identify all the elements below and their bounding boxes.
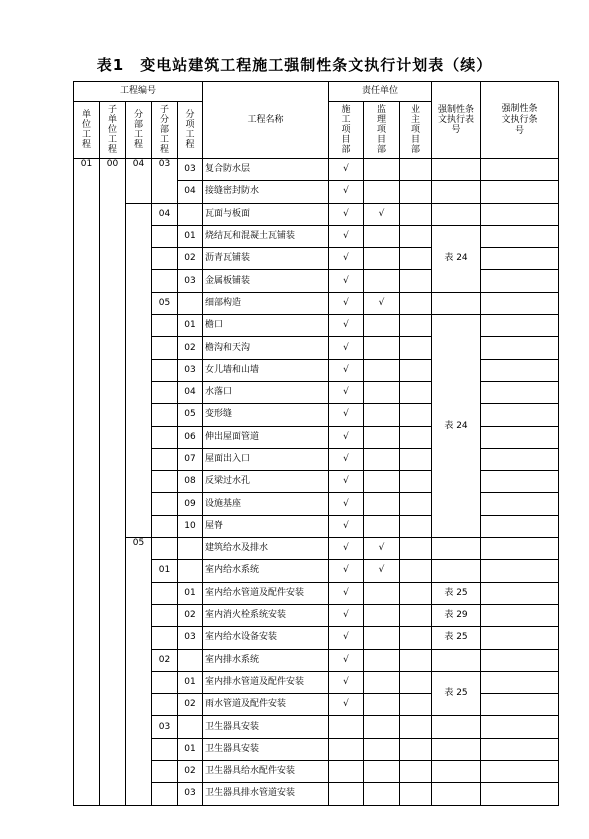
item-code-cell: 02 bbox=[178, 694, 203, 716]
item-code-cell: 07 bbox=[178, 448, 203, 470]
clause-table-ref-cell: 表 29 bbox=[432, 604, 481, 626]
mandatory-clause-table bbox=[73, 81, 559, 806]
project-name-cell: 屋脊 bbox=[203, 515, 329, 537]
project-name-cell: 金属板铺装 bbox=[203, 270, 329, 292]
table-row bbox=[74, 159, 559, 181]
sub-division-code-cell: 02 bbox=[152, 649, 178, 671]
owner-check-cell bbox=[400, 471, 432, 493]
construction-check-cell: √ bbox=[329, 694, 364, 716]
construction-check-cell: √ bbox=[329, 315, 364, 337]
sub-division-code-cell bbox=[152, 270, 178, 292]
supervision-check-cell: √ bbox=[364, 203, 400, 225]
clause-no-cell bbox=[481, 448, 559, 470]
project-name-cell: 卫生器具安装 bbox=[203, 716, 329, 738]
owner-check-cell bbox=[400, 448, 432, 470]
clause-no-cell bbox=[481, 225, 559, 247]
header-sub-unit-project: 子单位工程 bbox=[100, 102, 126, 159]
owner-check-cell bbox=[400, 627, 432, 649]
clause-no-cell bbox=[481, 783, 559, 805]
sub-division-code-cell bbox=[152, 761, 178, 783]
header-division-project: 分部工程 bbox=[126, 102, 152, 159]
construction-check-cell: √ bbox=[329, 159, 364, 181]
project-name-cell: 室内排水管道及配件安装 bbox=[203, 671, 329, 693]
item-code-cell bbox=[178, 649, 203, 671]
project-name-cell: 变形缝 bbox=[203, 404, 329, 426]
owner-check-cell bbox=[400, 181, 432, 203]
owner-check-cell bbox=[400, 248, 432, 270]
sub-division-code-cell: 05 bbox=[152, 292, 178, 314]
project-name-cell: 沥青瓦铺装 bbox=[203, 248, 329, 270]
clause-table-ref-cell: 表 24 bbox=[432, 225, 481, 292]
header-unit-project: 单位工程 bbox=[74, 102, 100, 159]
clause-table-ref-cell bbox=[432, 783, 481, 805]
supervision-check-cell bbox=[364, 270, 400, 292]
clause-no-cell bbox=[481, 627, 559, 649]
clause-no-cell bbox=[481, 404, 559, 426]
construction-check-cell: √ bbox=[329, 404, 364, 426]
clause-table-ref-cell bbox=[432, 203, 481, 225]
clause-no-cell bbox=[481, 292, 559, 314]
clause-no-cell bbox=[481, 671, 559, 693]
construction-check-cell: √ bbox=[329, 426, 364, 448]
construction-check-cell: √ bbox=[329, 582, 364, 604]
supervision-check-cell bbox=[364, 493, 400, 515]
owner-check-cell bbox=[400, 404, 432, 426]
clause-no-cell bbox=[481, 604, 559, 626]
owner-check-cell bbox=[400, 203, 432, 225]
item-code-cell: 01 bbox=[178, 671, 203, 693]
supervision-check-cell bbox=[364, 604, 400, 626]
construction-check-cell: √ bbox=[329, 270, 364, 292]
clause-no-cell bbox=[481, 649, 559, 671]
project-name-cell: 室内排水系统 bbox=[203, 649, 329, 671]
sub-division-code-cell bbox=[152, 337, 178, 359]
construction-check-cell bbox=[329, 716, 364, 738]
sub-division-code-cell: 01 bbox=[152, 560, 178, 582]
clause-table-ref-cell bbox=[432, 538, 481, 560]
construction-check-cell: √ bbox=[329, 515, 364, 537]
construction-check-cell: √ bbox=[329, 203, 364, 225]
item-code-cell: 01 bbox=[178, 582, 203, 604]
project-name-cell: 雨水管道及配件安装 bbox=[203, 694, 329, 716]
clause-table-ref-cell: 表 25 bbox=[432, 627, 481, 649]
owner-check-cell bbox=[400, 582, 432, 604]
project-name-cell: 接缝密封防水 bbox=[203, 181, 329, 203]
construction-check-cell: √ bbox=[329, 538, 364, 560]
sub-division-code-cell bbox=[152, 515, 178, 537]
project-name-cell: 屋面出入口 bbox=[203, 448, 329, 470]
owner-check-cell bbox=[400, 716, 432, 738]
owner-check-cell bbox=[400, 694, 432, 716]
construction-check-cell: √ bbox=[329, 292, 364, 314]
item-code-cell: 01 bbox=[178, 225, 203, 247]
project-name-cell: 卫生器具给水配件安装 bbox=[203, 761, 329, 783]
item-code-cell: 03 bbox=[178, 627, 203, 649]
supervision-check-cell bbox=[364, 359, 400, 381]
owner-check-cell bbox=[400, 493, 432, 515]
supervision-check-cell bbox=[364, 649, 400, 671]
project-name-cell: 设施基座 bbox=[203, 493, 329, 515]
project-name-cell: 檐沟和天沟 bbox=[203, 337, 329, 359]
clause-table-ref-cell: 表 25 bbox=[432, 671, 481, 716]
page-title: 表1 变电站建筑工程施工强制性条文执行计划表（续） bbox=[96, 56, 493, 74]
sub-division-code-cell bbox=[152, 538, 178, 560]
project-name-cell: 复合防水层 bbox=[203, 159, 329, 181]
clause-table-ref-cell bbox=[432, 649, 481, 671]
clause-no-cell bbox=[481, 471, 559, 493]
header-clause-table-no: 强制性条文执行表号 bbox=[432, 82, 481, 159]
owner-check-cell bbox=[400, 761, 432, 783]
header-owner-dept: 业主项目部 bbox=[400, 102, 432, 159]
header-sub-division-project: 子分部工程 bbox=[152, 102, 178, 159]
clause-table-ref-cell bbox=[432, 738, 481, 760]
item-code-cell bbox=[178, 292, 203, 314]
sub-division-code-cell bbox=[152, 493, 178, 515]
clause-no-cell bbox=[481, 270, 559, 292]
owner-check-cell bbox=[400, 315, 432, 337]
item-code-cell: 03 bbox=[178, 159, 203, 181]
sub-division-code-cell: 03 bbox=[152, 159, 178, 204]
item-code-cell bbox=[178, 203, 203, 225]
sub-division-code-cell bbox=[152, 359, 178, 381]
header-clause-no: 强制性条文执行条号 bbox=[481, 82, 559, 159]
item-code-cell: 01 bbox=[178, 738, 203, 760]
project-name-cell: 卫生器具安装 bbox=[203, 738, 329, 760]
project-name-cell: 室内给水管道及配件安装 bbox=[203, 582, 329, 604]
owner-check-cell bbox=[400, 159, 432, 181]
supervision-check-cell bbox=[364, 159, 400, 181]
sub-division-code-cell bbox=[152, 694, 178, 716]
supervision-check-cell: √ bbox=[364, 538, 400, 560]
construction-check-cell: √ bbox=[329, 181, 364, 203]
header-item-project: 分项工程 bbox=[178, 102, 203, 159]
item-code-cell: 04 bbox=[178, 381, 203, 403]
owner-check-cell bbox=[400, 538, 432, 560]
clause-no-cell bbox=[481, 694, 559, 716]
owner-check-cell bbox=[400, 671, 432, 693]
sub-division-code-cell bbox=[152, 582, 178, 604]
sub-division-code-cell bbox=[152, 381, 178, 403]
sub-division-code-cell bbox=[152, 627, 178, 649]
item-code-cell: 03 bbox=[178, 359, 203, 381]
construction-check-cell: √ bbox=[329, 337, 364, 359]
clause-no-cell bbox=[481, 181, 559, 203]
project-name-cell: 女儿墙和山墙 bbox=[203, 359, 329, 381]
sub-division-code-cell: 03 bbox=[152, 716, 178, 738]
project-name-cell: 细部构造 bbox=[203, 292, 329, 314]
header-responsible-unit: 责任单位 bbox=[329, 82, 432, 102]
supervision-check-cell bbox=[364, 426, 400, 448]
supervision-check-cell bbox=[364, 181, 400, 203]
clause-no-cell bbox=[481, 515, 559, 537]
division-code-cell: 05 bbox=[126, 538, 152, 806]
supervision-check-cell bbox=[364, 381, 400, 403]
item-code-cell: 02 bbox=[178, 604, 203, 626]
construction-check-cell: √ bbox=[329, 471, 364, 493]
clause-no-cell bbox=[481, 493, 559, 515]
clause-no-cell bbox=[481, 381, 559, 403]
supervision-check-cell bbox=[364, 716, 400, 738]
clause-no-cell bbox=[481, 337, 559, 359]
sub-division-code-cell bbox=[152, 315, 178, 337]
construction-check-cell bbox=[329, 738, 364, 760]
owner-check-cell bbox=[400, 604, 432, 626]
construction-check-cell: √ bbox=[329, 627, 364, 649]
clause-no-cell bbox=[481, 560, 559, 582]
item-code-cell: 04 bbox=[178, 181, 203, 203]
header-construction-dept: 施工项目部 bbox=[329, 102, 364, 159]
clause-no-cell bbox=[481, 315, 559, 337]
project-name-cell: 瓦面与板面 bbox=[203, 203, 329, 225]
owner-check-cell bbox=[400, 649, 432, 671]
item-code-cell bbox=[178, 538, 203, 560]
project-name-cell: 卫生器具排水管道安装 bbox=[203, 783, 329, 805]
construction-check-cell: √ bbox=[329, 493, 364, 515]
clause-table-ref-cell: 表 24 bbox=[432, 315, 481, 538]
sub-division-code-cell bbox=[152, 604, 178, 626]
clause-no-cell bbox=[481, 159, 559, 181]
supervision-check-cell bbox=[364, 582, 400, 604]
clause-no-cell bbox=[481, 716, 559, 738]
item-code-cell: 03 bbox=[178, 783, 203, 805]
supervision-check-cell bbox=[364, 515, 400, 537]
item-code-cell: 09 bbox=[178, 493, 203, 515]
project-name-cell: 檐口 bbox=[203, 315, 329, 337]
construction-check-cell: √ bbox=[329, 560, 364, 582]
header-supervision-dept: 监理项目部 bbox=[364, 102, 400, 159]
project-name-cell: 室内给水设备安装 bbox=[203, 627, 329, 649]
project-name-cell: 反梁过水孔 bbox=[203, 471, 329, 493]
project-name-cell: 烧结瓦和混凝土瓦铺装 bbox=[203, 225, 329, 247]
supervision-check-cell: √ bbox=[364, 560, 400, 582]
construction-check-cell: √ bbox=[329, 225, 364, 247]
supervision-check-cell bbox=[364, 694, 400, 716]
project-name-cell: 建筑给水及排水 bbox=[203, 538, 329, 560]
header-project-name: 工程名称 bbox=[203, 82, 329, 159]
item-code-cell: 02 bbox=[178, 248, 203, 270]
supervision-check-cell bbox=[364, 627, 400, 649]
item-code-cell bbox=[178, 560, 203, 582]
clause-table-ref-cell bbox=[432, 292, 481, 314]
supervision-check-cell bbox=[364, 315, 400, 337]
item-code-cell: 06 bbox=[178, 426, 203, 448]
supervision-check-cell bbox=[364, 738, 400, 760]
sub-division-code-cell bbox=[152, 404, 178, 426]
construction-check-cell bbox=[329, 783, 364, 805]
supervision-check-cell bbox=[364, 337, 400, 359]
supervision-check-cell bbox=[364, 761, 400, 783]
clause-table-ref-cell bbox=[432, 761, 481, 783]
construction-check-cell bbox=[329, 761, 364, 783]
supervision-check-cell bbox=[364, 671, 400, 693]
division-code-cell: 04 bbox=[126, 159, 152, 204]
clause-no-cell bbox=[481, 359, 559, 381]
owner-check-cell bbox=[400, 783, 432, 805]
clause-no-cell bbox=[481, 761, 559, 783]
project-name-cell: 伸出屋面管道 bbox=[203, 426, 329, 448]
table-row bbox=[74, 203, 559, 225]
project-name-cell: 室内消火栓系统安装 bbox=[203, 604, 329, 626]
supervision-check-cell bbox=[364, 471, 400, 493]
unit-code-cell: 01 bbox=[74, 159, 100, 806]
owner-check-cell bbox=[400, 337, 432, 359]
owner-check-cell bbox=[400, 560, 432, 582]
clause-no-cell bbox=[481, 738, 559, 760]
construction-check-cell: √ bbox=[329, 448, 364, 470]
clause-table-ref-cell bbox=[432, 716, 481, 738]
owner-check-cell bbox=[400, 270, 432, 292]
construction-check-cell: √ bbox=[329, 649, 364, 671]
sub-division-code-cell bbox=[152, 671, 178, 693]
sub-division-code-cell bbox=[152, 426, 178, 448]
clause-no-cell bbox=[481, 582, 559, 604]
sub-division-code-cell bbox=[152, 783, 178, 805]
owner-check-cell bbox=[400, 381, 432, 403]
project-name-cell: 水落口 bbox=[203, 381, 329, 403]
clause-table-ref-cell bbox=[432, 159, 481, 181]
item-code-cell bbox=[178, 716, 203, 738]
supervision-check-cell bbox=[364, 248, 400, 270]
owner-check-cell bbox=[400, 515, 432, 537]
item-code-cell: 05 bbox=[178, 404, 203, 426]
sub-division-code-cell bbox=[152, 471, 178, 493]
supervision-check-cell bbox=[364, 783, 400, 805]
project-name-cell: 室内给水系统 bbox=[203, 560, 329, 582]
construction-check-cell: √ bbox=[329, 604, 364, 626]
sub-division-code-cell: 04 bbox=[152, 203, 178, 225]
sub-division-code-cell bbox=[152, 448, 178, 470]
item-code-cell: 02 bbox=[178, 337, 203, 359]
owner-check-cell bbox=[400, 738, 432, 760]
table-row bbox=[74, 538, 559, 560]
owner-check-cell bbox=[400, 426, 432, 448]
division-code-cell bbox=[126, 203, 152, 537]
owner-check-cell bbox=[400, 225, 432, 247]
construction-check-cell: √ bbox=[329, 248, 364, 270]
item-code-cell: 08 bbox=[178, 471, 203, 493]
clause-no-cell bbox=[481, 248, 559, 270]
clause-table-ref-cell: 表 25 bbox=[432, 582, 481, 604]
sub-division-code-cell bbox=[152, 738, 178, 760]
clause-no-cell bbox=[481, 426, 559, 448]
header-engineering-code: 工程编号 bbox=[74, 82, 203, 102]
item-code-cell: 02 bbox=[178, 761, 203, 783]
construction-check-cell: √ bbox=[329, 359, 364, 381]
item-code-cell: 01 bbox=[178, 315, 203, 337]
construction-check-cell: √ bbox=[329, 671, 364, 693]
item-code-cell: 10 bbox=[178, 515, 203, 537]
sub-unit-code-cell: 00 bbox=[100, 159, 126, 806]
item-code-cell: 03 bbox=[178, 270, 203, 292]
clause-table-ref-cell bbox=[432, 181, 481, 203]
sub-division-code-cell bbox=[152, 225, 178, 247]
supervision-check-cell bbox=[364, 225, 400, 247]
supervision-check-cell bbox=[364, 404, 400, 426]
owner-check-cell bbox=[400, 292, 432, 314]
owner-check-cell bbox=[400, 359, 432, 381]
sub-division-code-cell bbox=[152, 248, 178, 270]
construction-check-cell: √ bbox=[329, 381, 364, 403]
supervision-check-cell bbox=[364, 448, 400, 470]
clause-no-cell bbox=[481, 203, 559, 225]
supervision-check-cell: √ bbox=[364, 292, 400, 314]
clause-table-ref-cell bbox=[432, 560, 481, 582]
clause-no-cell bbox=[481, 538, 559, 560]
